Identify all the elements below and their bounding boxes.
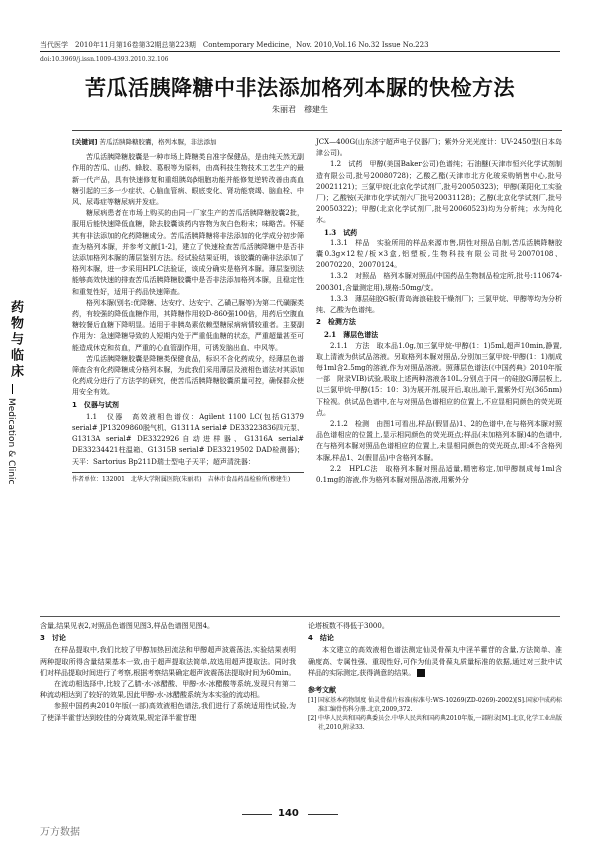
right-column (316, 137, 562, 486)
keywords (72, 137, 304, 148)
references-heading: 参考文献 (308, 686, 336, 695)
article-authors: 朱丽君 穆建生 (272, 105, 328, 114)
paragraph: 含量,结果见表2,对照品色谱图见图3,样品色谱图见图4。 (40, 622, 215, 630)
body-top-rule (72, 130, 562, 131)
paragraph: 参照中国药典2010年版(一部)高效液相色谱法,我们进行了系统适用性试验,为了使泽半霍苷达到较佳的分离效果,规定泽半霍苷理 (40, 702, 296, 722)
page-break-rule (40, 616, 560, 617)
keywords-text: 苦瓜活胰降糖胶囊，格列本脲，非法添加 (99, 138, 217, 146)
author-footnote: 作者单位：132001 北华大学附属医院(朱丽君) 吉林市食品药品检验所(穆建生) (72, 472, 304, 484)
page-number-rule-right (308, 814, 338, 815)
paragraph: 2.1.2 检测 由图1可看出,样品(假冒品)1、2的色谱中,在与格列本脲对照品色谱相应的位置上,显示相同颜色的荧光斑点;样品(未加格列本脲)4的色谱中,在与格列本脲对照品色谱相应的位置上,未显相同颜色的荧光斑点,即:4不含格列本脲,样品1、2(假冒品)中含格列本脲。 (316, 420, 562, 462)
paragraph: 苦瓜活胰降糖胶囊是一种市场上降糖类自准字保健品，是由纯天然无副作用的苦瓜、山药、蜂胶、葛根等为原料，由高科技生物技术工艺生产的最新一代产品，具有快速修复和重组胰岛β细胞功能并能修复逆转改善由高血糖引起的三多一少症状、心脑血管病、眼底变化、肾功能衰竭、脑血栓、中风、尿毒症等糖尿病并发症。 (72, 153, 304, 207)
page-number: 140 (278, 808, 299, 819)
header-rule (40, 51, 560, 52)
bottom-left-column (40, 621, 296, 724)
paragraph: 在样品提取中,我们比较了甲醇加热回流法和甲醇超声波震荡法,实验结果表明两种提取所得含量结果基本一致,由于超声提取法简单,故选用超声提取法。同时我们对样品提取时间进行了考察,根据考察结果确定超声波震荡法提取时间为60min。 (40, 646, 296, 677)
side-section-en: Medication & Clinic (6, 398, 16, 485)
article-title: 苦瓜活胰降糖中非法添加格列本脲的快检方法 (85, 76, 515, 100)
reference-item: [2] 中华人民共和国药典委员会.中华人民共和国药典2010年版,一部附录[M].北京,化学工业出版社,2010,附录33. (308, 715, 562, 732)
paragraph: 1.2 试药 甲醇(美国Baker公司)色谱纯；石油醚(天津市恒兴化学试剂制造有限公司,批号20080728)；乙酸乙酯(天津市北方化玻采购销售中心,批号20021121)；三氯甲烷(北京化学试剂厂,批号20050323)；甲醇(莱阳化工实验厂)；乙酸铵(天津市化学试剂六厂批号20031128)；乙醇(北京化学试剂厂,批号20050322)；甲醇(北京化学试剂厂,批号20060523)均为分析纯；水为纯化水。 (316, 160, 562, 225)
paragraph: 格列本脲(别名:优降糖、达安疗、达安宁、乙磺己脲等)为第二代磺脲类药，有较强的降低血糖作用，其降糖作用较D-860强100倍，用药后空腹血糖较餐后血糖下降明显。适用于非胰岛素依赖型糖尿病病情较重者。主要副作用为：急速降糖导致的人短期内处于严重低血糖的状态，严重超量甚至可能造成休克和贫血，严重的心血管副作用，可诱发脑出血、中风等。 (72, 298, 304, 352)
paragraph: 1.1 仪器 高效液相色谱仪：Agilent 1100 LC(包括G1379 serial# JP13209860脱气机、G1311A serial# DE33223836四元泵、G1313A serial# DE3322926自动进样器、G1316A serial# DE33234421柱温箱、G1315B serial# DE33219502 DAD检测器)；天平：Sartorius Bp211D瑞士型电子天平；超声清洗器： (72, 412, 304, 466)
side-section-cn: 药物与临床 (8, 300, 23, 380)
paragraph: 苦瓜活胰降糖胶囊是降糖类保健食品，标识不含化药成分，经薄层色谱筛查含有化药降糖成分格列本脲，为此我们采用薄层及液相色谱法对其添加化药成分进行了方法学的研究，使苦瓜活胰降糖胶囊质量可控，确保群众使用安全有效。 (72, 354, 304, 397)
paragraph: 在流动相选择中,比较了乙腈-水-冰醋酸、甲醇-水-冰醋酸等系统,发现只有第二种流动相达到了较好的效果,因此甲醇-水-冰醋酸系统为本实验的流动相。 (40, 680, 296, 700)
paragraph: JCX—400G(山东济宁超声电子仪器厂)；紫外分光光度计：UV-2450型(日本岛津公司)。 (316, 138, 562, 158)
side-section-band (6, 300, 30, 590)
section-heading: 3 讨论 (40, 634, 66, 643)
page-number-rule-left (242, 814, 272, 815)
section-heading: 2 检测方法 (316, 318, 356, 327)
end-mark-icon (417, 669, 425, 677)
side-divider (12, 384, 13, 394)
paragraph: 糖尿病患者在市场上购买的由同一厂家生产的苦瓜活胰降糖胶囊2批，服用后能快速降低血糖，除去胶囊该药内容物为灰白色粉末；味略苦。怀疑其有非法添加的化药降糖成分。苦瓜活胰降糖将非法添加的化学成分初步筛查为格列本脲，并参考文献[1-2]，建立了快速检查苦瓜活胰降糖中是否非法添加格列本脲的薄层鉴别方法。经试验结果证明，该胶囊的确非法添加了格列本脲，进一步采用HPLC法验证，该成分确实是格列本脲。薄层鉴别法能够高效快速的排查苦瓜活胰降糖胶囊中是否非法添加格列本脲，且稳定性和重复性好，适用于药品快速筛查。 (72, 209, 304, 296)
subsection-heading: 1.3 试药 (324, 227, 358, 237)
paragraph: 2.2 HPLC法 取格列本脲对照品适量,精密称定,加甲醇制成每1ml含0.1mg的溶液,作为格列本脲对照品溶液,用紫外分 (316, 464, 562, 485)
reference-item: [1] 国家基本药物制度 仙灵骨葆片标准(标准号:WS-10269(ZD-0269)-2002)[S].国家中成药标准汇编骨伤科分册.北京,2009,372. (308, 697, 562, 714)
paragraph: 1.3.2 对照品 格列本脲对照品(中国药品生物制品检定所,批号:110674-200301,含量测定用),规格:50mg/支。 (316, 272, 562, 292)
doi: doi:10.3969/j.issn.1009-4393.2010.32.106 (40, 56, 169, 63)
paragraph: 1.3.1 样品 实验所用的样品来源市售,阴性对照品自制,苦瓜活胰降糖胶囊0.3g×12粒/板×3盒,铝塑板,生物科技有限公司批号20070108、20070220、20070124。 (316, 238, 562, 270)
paragraph: 2.1.1 方法 取本品1.0g,加三氯甲烷-甲醇(1：1)5ml,超声10min,静置,取上清液为供试品溶液。另取格列本脲对照品,分别加三氯甲烷-甲醇(1：1)制成每1ml含2.5mg的溶液,作为对照品溶液。照薄层色谱法(《中国药典》2010年版一部 附录VIB)试验,吸取上述两种溶液各10L,分别点于同一的硅胶G薄层板上,以三氯甲烷-甲醇(15：10：3)为展开剂,展开后,取出,晾干,置紫外灯光(365nm)下检视。供试品色谱中,在与对照品色谱相应的位置上,不应显相同颜色的荧光斑点。 (316, 341, 562, 417)
journal-header: 当代医学 2010年11月第16卷第32期总第223期 Contemporary Medicine，Nov. 2010,Vol.16 No.32 Issue No.223 (40, 41, 429, 49)
paragraph: 1.3.3 薄层硅胶G板(青岛海浪硅胶干燥剂厂)；三氯甲烷、甲醇等均为分析纯、乙酸为色谱纯。 (316, 294, 562, 315)
watermark: 万方数据 (40, 827, 80, 838)
bottom-right-column (308, 621, 562, 732)
paragraph: 本文建立的高效液相色谱法测定仙灵骨葆丸中淫羊藿苷的含量,方法简单、准确度高、专属性强、重现性好,可作为仙灵骨葆丸质量标准的依据,通过对三批中试样品的实际测定,获得满意的结果。 (308, 646, 562, 677)
paragraph: 论塔板数不得低于3000。 (308, 622, 389, 630)
section-heading: 4 结论 (308, 634, 334, 643)
subsection-heading: 2.1 薄层色谱法 (324, 330, 379, 340)
section-heading: 1 仪器与试剂 (72, 400, 119, 409)
keywords-label: [关键词] (72, 138, 98, 146)
left-column (72, 137, 304, 484)
